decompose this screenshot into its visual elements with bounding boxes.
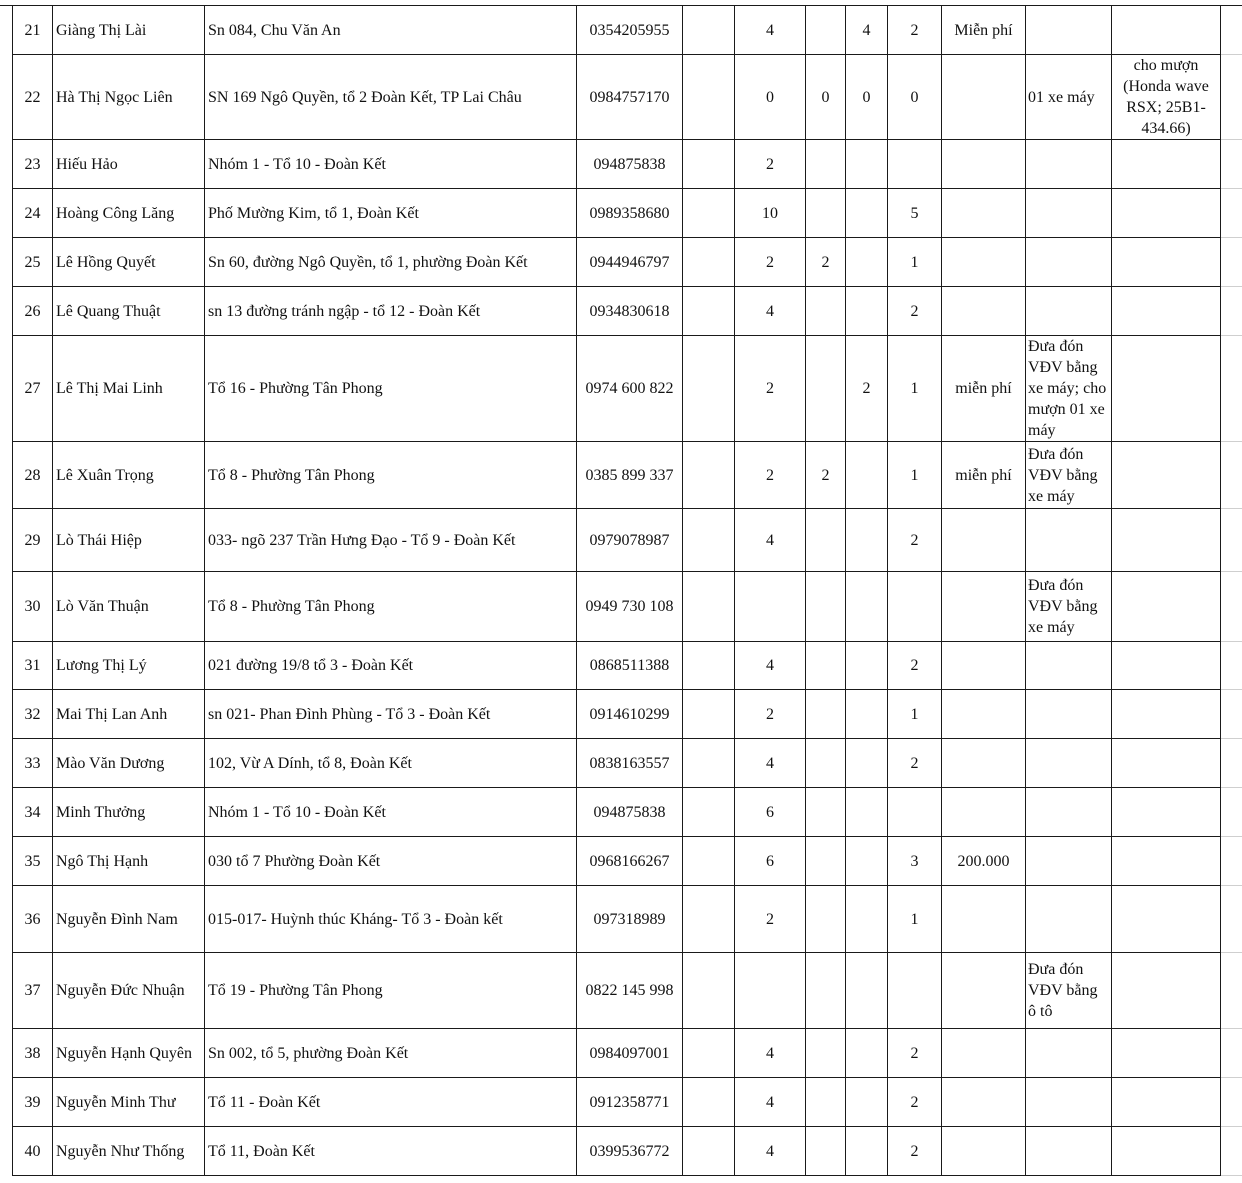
- cell-col8: [846, 287, 888, 336]
- cell-col6: 2: [735, 336, 806, 442]
- table-row: [13, 442, 1221, 509]
- cell-address: 030 tổ 7 Phường Đoàn Kết: [205, 837, 577, 886]
- cell-name: Lò Thái Hiệp: [53, 509, 205, 572]
- margin-gridline: [1220, 188, 1242, 189]
- cell-col5: [683, 140, 735, 189]
- cell-col9: 2: [888, 6, 942, 55]
- cell-remark: [1112, 690, 1221, 739]
- cell-col9: 2: [888, 1029, 942, 1078]
- cell-name: Nguyễn Minh Thư: [53, 1078, 205, 1127]
- table-row: [13, 953, 1221, 1029]
- table-row: [13, 1078, 1221, 1127]
- cell-col9: 2: [888, 642, 942, 690]
- cell-support: [1026, 1029, 1112, 1078]
- cell-fee: [942, 690, 1026, 739]
- cell-col5: [683, 1078, 735, 1127]
- cell-no: 23: [13, 140, 53, 189]
- table-row: [13, 739, 1221, 788]
- cell-phone: 0984757170: [577, 55, 683, 140]
- cell-col7: [806, 1029, 846, 1078]
- table-row: [13, 509, 1221, 572]
- cell-no: 40: [13, 1127, 53, 1176]
- cell-fee: [942, 55, 1026, 140]
- cell-col9: 5: [888, 189, 942, 238]
- cell-support: [1026, 642, 1112, 690]
- table-row: [13, 690, 1221, 739]
- cell-no: 21: [13, 6, 53, 55]
- cell-address: Nhóm 1 - Tổ 10 - Đoàn Kết: [205, 788, 577, 837]
- cell-col9: 2: [888, 287, 942, 336]
- table-row: [13, 886, 1221, 953]
- table-row: [13, 6, 1221, 55]
- cell-no: 25: [13, 238, 53, 287]
- margin-gridline: [1220, 1175, 1242, 1176]
- cell-col8: [846, 1127, 888, 1176]
- cell-phone: 094875838: [577, 788, 683, 837]
- cell-col5: [683, 336, 735, 442]
- cell-remark: [1112, 886, 1221, 953]
- cell-address: sn 13 đường tránh ngập - tổ 12 - Đoàn Kết: [205, 287, 577, 336]
- cell-col7: [806, 287, 846, 336]
- cell-support: [1026, 238, 1112, 287]
- cell-remark: [1112, 336, 1221, 442]
- cell-phone: 0912358771: [577, 1078, 683, 1127]
- cell-col6: 2: [735, 238, 806, 287]
- cell-support: [1026, 287, 1112, 336]
- cell-col5: [683, 238, 735, 287]
- cell-no: 38: [13, 1029, 53, 1078]
- cell-name: Lương Thị Lý: [53, 642, 205, 690]
- margin-gridline: [1220, 335, 1242, 336]
- cell-col6: 0: [735, 55, 806, 140]
- cell-name: Hà Thị Ngọc Liên: [53, 55, 205, 140]
- margin-gridline: [1220, 1126, 1242, 1127]
- cell-col5: [683, 1029, 735, 1078]
- cell-no: 31: [13, 642, 53, 690]
- cell-col6: 4: [735, 1078, 806, 1127]
- table-row: [13, 572, 1221, 642]
- cell-col6: 4: [735, 287, 806, 336]
- cell-support: [1026, 690, 1112, 739]
- cell-col9: 1: [888, 442, 942, 509]
- cell-col6: 2: [735, 442, 806, 509]
- gridline-margin: [1220, 0, 1242, 1183]
- cell-address: sn 021- Phan Đình Phùng - Tổ 3 - Đoàn Kết: [205, 690, 577, 739]
- cell-remark: [1112, 739, 1221, 788]
- cell-phone: 0822 145 998: [577, 953, 683, 1029]
- cell-col6: 2: [735, 140, 806, 189]
- cell-col5: [683, 55, 735, 140]
- cell-name: Lò Văn Thuận: [53, 572, 205, 642]
- cell-fee: [942, 509, 1026, 572]
- cell-phone: 0979078987: [577, 509, 683, 572]
- cell-no: 24: [13, 189, 53, 238]
- cell-support: 01 xe máy: [1026, 55, 1112, 140]
- cell-name: Nguyễn Đình Nam: [53, 886, 205, 953]
- cell-col6: 4: [735, 6, 806, 55]
- cell-col9: 1: [888, 886, 942, 953]
- cell-col5: [683, 189, 735, 238]
- cell-no: 22: [13, 55, 53, 140]
- cell-col5: [683, 739, 735, 788]
- cell-col7: [806, 739, 846, 788]
- cell-col9: [888, 953, 942, 1029]
- table-row: [13, 287, 1221, 336]
- cell-name: Giàng Thị Lài: [53, 6, 205, 55]
- cell-phone: 0838163557: [577, 739, 683, 788]
- table-body: [13, 6, 1221, 1176]
- cell-col6: 2: [735, 886, 806, 953]
- cell-address: 033- ngõ 237 Trần Hưng Đạo - Tổ 9 - Đoàn Kết: [205, 509, 577, 572]
- cell-col5: [683, 953, 735, 1029]
- spreadsheet: [12, 5, 1221, 1176]
- margin-gridline: [1220, 54, 1242, 55]
- data-table: [12, 5, 1221, 1176]
- cell-fee: [942, 788, 1026, 837]
- cell-remark: [1112, 788, 1221, 837]
- cell-support: [1026, 6, 1112, 55]
- cell-address: SN 169 Ngô Quyền, tổ 2 Đoàn Kết, TP Lai Châu: [205, 55, 577, 140]
- cell-phone: 0934830618: [577, 287, 683, 336]
- cell-fee: [942, 1029, 1026, 1078]
- margin-gridline: [1220, 508, 1242, 509]
- cell-phone: 0914610299: [577, 690, 683, 739]
- cell-address: Tổ 16 - Phường Tân Phong: [205, 336, 577, 442]
- cell-col9: 2: [888, 1127, 942, 1176]
- margin-gridline: [1220, 787, 1242, 788]
- cell-name: Nguyễn Hạnh Quyên: [53, 1029, 205, 1078]
- cell-phone: 0399536772: [577, 1127, 683, 1176]
- cell-col5: [683, 1127, 735, 1176]
- cell-fee: [942, 739, 1026, 788]
- cell-fee: 200.000: [942, 837, 1026, 886]
- cell-support: [1026, 509, 1112, 572]
- margin-gridline: [1220, 237, 1242, 238]
- margin-gridline: [1220, 738, 1242, 739]
- cell-col9: 1: [888, 690, 942, 739]
- cell-no: 37: [13, 953, 53, 1029]
- cell-col5: [683, 572, 735, 642]
- cell-col9: 0: [888, 55, 942, 140]
- cell-remark: [1112, 1078, 1221, 1127]
- cell-col9: 3: [888, 837, 942, 886]
- table-row: [13, 788, 1221, 837]
- margin-gridline: [1220, 689, 1242, 690]
- cell-no: 32: [13, 690, 53, 739]
- cell-col9: 1: [888, 336, 942, 442]
- cell-col9: [888, 572, 942, 642]
- cell-remark: cho mượn (Honda wave RSX; 25B1-434.66): [1112, 55, 1221, 140]
- cell-support: [1026, 739, 1112, 788]
- cell-support: Đưa đón VĐV bằng ô tô: [1026, 953, 1112, 1029]
- margin-gridline: [1220, 571, 1242, 572]
- cell-remark: [1112, 837, 1221, 886]
- cell-col9: 2: [888, 739, 942, 788]
- cell-remark: [1112, 140, 1221, 189]
- cell-fee: [942, 287, 1026, 336]
- cell-address: Tổ 11 - Đoàn Kết: [205, 1078, 577, 1127]
- cell-col8: [846, 886, 888, 953]
- cell-fee: miễn phí: [942, 336, 1026, 442]
- cell-fee: [942, 1078, 1026, 1127]
- cell-col7: [806, 642, 846, 690]
- table-row: [13, 642, 1221, 690]
- cell-support: [1026, 886, 1112, 953]
- cell-remark: [1112, 189, 1221, 238]
- cell-col7: 0: [806, 55, 846, 140]
- cell-fee: [942, 1127, 1026, 1176]
- table-row: [13, 55, 1221, 140]
- cell-address: Sn 084, Chu Văn An: [205, 6, 577, 55]
- cell-name: Nguyễn Đức Nhuận: [53, 953, 205, 1029]
- cell-no: 33: [13, 739, 53, 788]
- cell-phone: 0944946797: [577, 238, 683, 287]
- margin-gridline: [1220, 441, 1242, 442]
- table-row: [13, 189, 1221, 238]
- cell-phone: 097318989: [577, 886, 683, 953]
- cell-col8: [846, 642, 888, 690]
- cell-no: 30: [13, 572, 53, 642]
- cell-col7: [806, 690, 846, 739]
- cell-col8: [846, 837, 888, 886]
- cell-col6: 4: [735, 739, 806, 788]
- cell-support: [1026, 788, 1112, 837]
- cell-col5: [683, 442, 735, 509]
- cell-col9: [888, 788, 942, 837]
- cell-phone: 0354205955: [577, 6, 683, 55]
- cell-col7: [806, 189, 846, 238]
- cell-remark: [1112, 442, 1221, 509]
- cell-col8: [846, 953, 888, 1029]
- margin-gridline: [1220, 1028, 1242, 1029]
- cell-name: Ngô Thị Hạnh: [53, 837, 205, 886]
- cell-col7: [806, 140, 846, 189]
- cell-address: Sn 60, đường Ngô Quyền, tổ 1, phường Đoàn Kết: [205, 238, 577, 287]
- cell-remark: [1112, 953, 1221, 1029]
- margin-gridline: [1220, 286, 1242, 287]
- cell-col8: [846, 509, 888, 572]
- cell-phone: 0949 730 108: [577, 572, 683, 642]
- cell-name: Mai Thị Lan Anh: [53, 690, 205, 739]
- cell-col7: [806, 1127, 846, 1176]
- cell-support: [1026, 837, 1112, 886]
- cell-address: Tổ 8 - Phường Tân Phong: [205, 442, 577, 509]
- cell-col8: [846, 238, 888, 287]
- cell-col6: 2: [735, 690, 806, 739]
- cell-fee: [942, 189, 1026, 238]
- cell-remark: [1112, 6, 1221, 55]
- cell-col5: [683, 837, 735, 886]
- cell-col7: [806, 1078, 846, 1127]
- cell-remark: [1112, 1029, 1221, 1078]
- cell-support: [1026, 140, 1112, 189]
- cell-col7: [806, 336, 846, 442]
- cell-fee: miễn phí: [942, 442, 1026, 509]
- cell-address: 021 đường 19/8 tổ 3 - Đoàn Kết: [205, 642, 577, 690]
- cell-col5: [683, 6, 735, 55]
- cell-support: [1026, 1078, 1112, 1127]
- cell-no: 26: [13, 287, 53, 336]
- cell-col7: [806, 509, 846, 572]
- cell-phone: 0984097001: [577, 1029, 683, 1078]
- cell-address: Sn 002, tổ 5, phường Đoàn Kết: [205, 1029, 577, 1078]
- cell-col6: 10: [735, 189, 806, 238]
- cell-name: Lê Quang Thuật: [53, 287, 205, 336]
- cell-support: Đưa đón VĐV bằng xe máy: [1026, 572, 1112, 642]
- cell-col6: 6: [735, 788, 806, 837]
- cell-col8: [846, 739, 888, 788]
- table-row: [13, 238, 1221, 287]
- cell-col7: [806, 6, 846, 55]
- cell-support: Đưa đón VĐV bằng xe máy: [1026, 442, 1112, 509]
- cell-col7: [806, 572, 846, 642]
- cell-remark: [1112, 572, 1221, 642]
- cell-fee: Miễn phí: [942, 6, 1026, 55]
- cell-remark: [1112, 238, 1221, 287]
- table-row: [13, 336, 1221, 442]
- cell-name: Lê Xuân Trọng: [53, 442, 205, 509]
- cell-remark: [1112, 509, 1221, 572]
- cell-no: 29: [13, 509, 53, 572]
- cell-col5: [683, 287, 735, 336]
- cell-support: [1026, 189, 1112, 238]
- cell-remark: [1112, 1127, 1221, 1176]
- cell-col8: [846, 442, 888, 509]
- cell-col8: [846, 189, 888, 238]
- cell-address: Tổ 11, Đoàn Kết: [205, 1127, 577, 1176]
- margin-gridline: [1220, 1077, 1242, 1078]
- cell-col7: [806, 953, 846, 1029]
- margin-gridline: [1220, 885, 1242, 886]
- cell-col5: [683, 690, 735, 739]
- cell-phone: 0989358680: [577, 189, 683, 238]
- cell-no: 34: [13, 788, 53, 837]
- margin-gridline: [1220, 836, 1242, 837]
- table-row: [13, 837, 1221, 886]
- cell-col6: 6: [735, 837, 806, 886]
- cell-fee: [942, 642, 1026, 690]
- cell-col8: 2: [846, 336, 888, 442]
- cell-col9: [888, 140, 942, 189]
- cell-col6: [735, 953, 806, 1029]
- cell-address: 102, Vừ A Dính, tổ 8, Đoàn Kết: [205, 739, 577, 788]
- cell-col8: [846, 690, 888, 739]
- cell-col7: [806, 788, 846, 837]
- cell-name: Nguyễn Như Thống: [53, 1127, 205, 1176]
- cell-col8: [846, 140, 888, 189]
- cell-col5: [683, 886, 735, 953]
- cell-support: [1026, 1127, 1112, 1176]
- cell-no: 36: [13, 886, 53, 953]
- margin-gridline: [1220, 139, 1242, 140]
- cell-phone: 0968166267: [577, 837, 683, 886]
- cell-col6: 4: [735, 1127, 806, 1176]
- cell-fee: [942, 953, 1026, 1029]
- cell-fee: [942, 238, 1026, 287]
- cell-address: Nhóm 1 - Tổ 10 - Đoàn Kết: [205, 140, 577, 189]
- cell-col5: [683, 642, 735, 690]
- cell-col8: 0: [846, 55, 888, 140]
- cell-address: Phố Mường Kim, tổ 1, Đoàn Kết: [205, 189, 577, 238]
- cell-col6: 4: [735, 642, 806, 690]
- cell-name: Lê Thị Mai Linh: [53, 336, 205, 442]
- cell-col9: 2: [888, 509, 942, 572]
- table-row: [13, 1029, 1221, 1078]
- table-row: [13, 1127, 1221, 1176]
- cell-no: 28: [13, 442, 53, 509]
- cell-col8: 4: [846, 6, 888, 55]
- cell-col6: [735, 572, 806, 642]
- margin-gridline: [1220, 641, 1242, 642]
- cell-no: 39: [13, 1078, 53, 1127]
- cell-name: Lê Hồng Quyết: [53, 238, 205, 287]
- cell-col9: 2: [888, 1078, 942, 1127]
- cell-col8: [846, 1029, 888, 1078]
- margin-gridline: [1220, 952, 1242, 953]
- table-row: [13, 140, 1221, 189]
- cell-no: 27: [13, 336, 53, 442]
- cell-support: Đưa đón VĐV bằng xe máy; cho mượn 01 xe máy: [1026, 336, 1112, 442]
- cell-col6: 4: [735, 1029, 806, 1078]
- cell-col6: 4: [735, 509, 806, 572]
- cell-phone: 0385 899 337: [577, 442, 683, 509]
- cell-address: 015-017- Huỳnh thúc Kháng- Tổ 3 - Đoàn kết: [205, 886, 577, 953]
- cell-name: Minh Thưởng: [53, 788, 205, 837]
- cell-col8: [846, 572, 888, 642]
- cell-fee: [942, 886, 1026, 953]
- cell-no: 35: [13, 837, 53, 886]
- cell-address: Tổ 8 - Phường Tân Phong: [205, 572, 577, 642]
- cell-name: Mào Văn Dương: [53, 739, 205, 788]
- cell-fee: [942, 140, 1026, 189]
- cell-phone: 0868511388: [577, 642, 683, 690]
- cell-name: Hiếu Hảo: [53, 140, 205, 189]
- cell-col7: 2: [806, 238, 846, 287]
- cell-col9: 1: [888, 238, 942, 287]
- cell-remark: [1112, 287, 1221, 336]
- cell-col5: [683, 788, 735, 837]
- cell-col7: [806, 886, 846, 953]
- cell-col5: [683, 509, 735, 572]
- cell-col8: [846, 788, 888, 837]
- cell-phone: 094875838: [577, 140, 683, 189]
- cell-col8: [846, 1078, 888, 1127]
- cell-col7: 2: [806, 442, 846, 509]
- cell-name: Hoàng Công Lăng: [53, 189, 205, 238]
- cell-phone: 0974 600 822: [577, 336, 683, 442]
- cell-col7: [806, 837, 846, 886]
- cell-remark: [1112, 642, 1221, 690]
- cell-address: Tổ 19 - Phường Tân Phong: [205, 953, 577, 1029]
- cell-fee: [942, 572, 1026, 642]
